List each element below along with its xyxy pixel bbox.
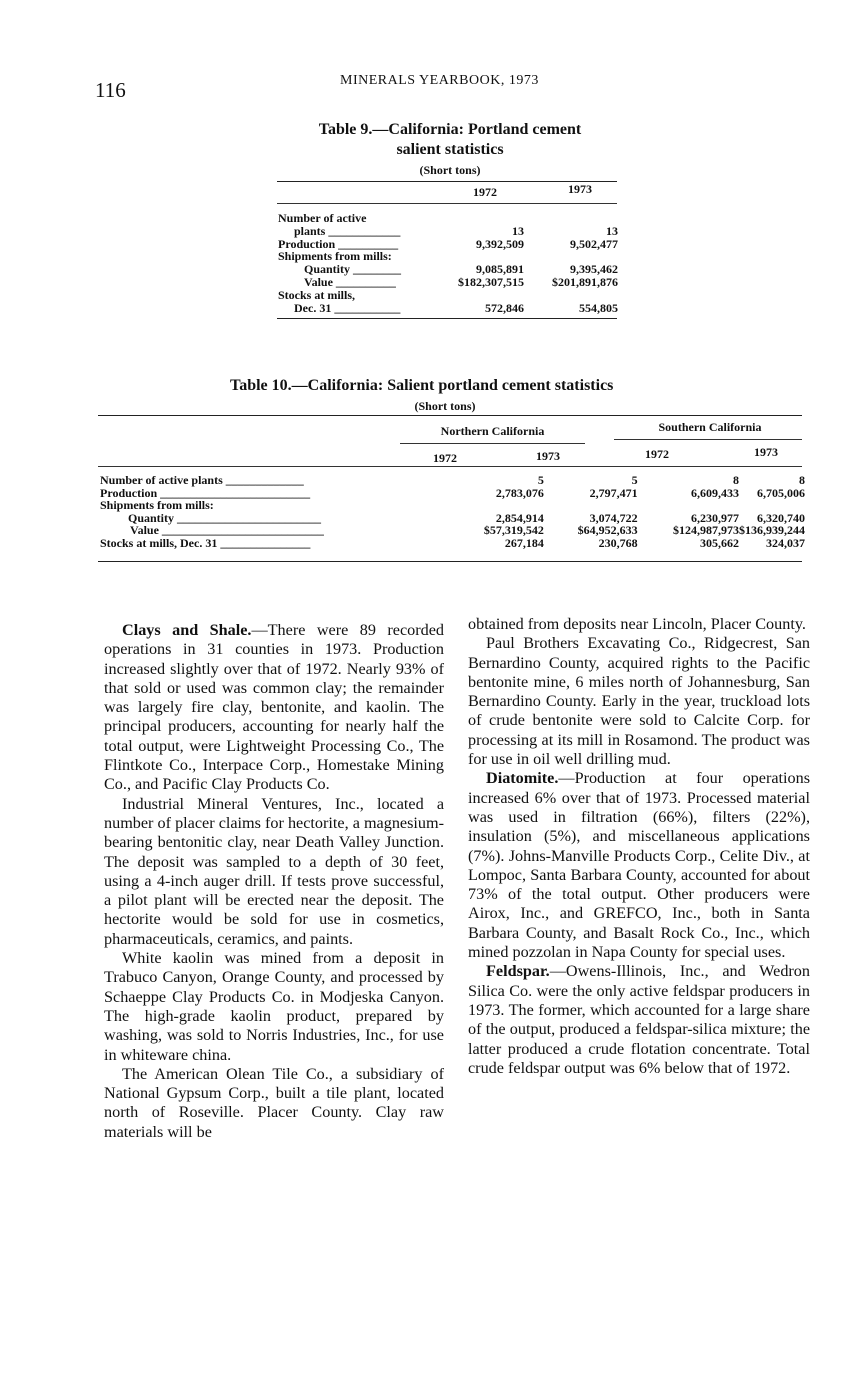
table9-cell-1973: 13 [606, 223, 618, 238]
table10-row [100, 537, 805, 550]
table9-row-label: Dec. 31 ___________ [294, 300, 401, 315]
table10-cell: 324,037 [766, 535, 805, 550]
text-column-right [468, 615, 810, 1078]
table10-unit: (Short tons) [414, 399, 476, 413]
table10-cell: $136,939,244 [739, 523, 805, 538]
table9-title-line2: salient statistics [396, 141, 504, 158]
table10-top-rule [98, 415, 802, 416]
table9-row [278, 289, 618, 302]
table10-row-label: Stocks at mills, Dec. 31 _______________ [100, 535, 311, 550]
table10-header-rule [98, 466, 802, 467]
table9-cell-1973: $201,891,876 [552, 274, 618, 289]
table10-row-label: Value ___________________________ [130, 523, 324, 538]
table9-row-label: Production __________ [278, 236, 399, 251]
table9-unit: (Short tons) [419, 163, 481, 177]
paragraph-feldspar [468, 962, 810, 1078]
table10-cell: 2,797,471 [589, 485, 638, 500]
table9-cell-1973: 9,502,477 [570, 236, 618, 251]
table9-cell-1973: 554,805 [579, 300, 618, 315]
table9-row-label: plants ____________ [294, 223, 401, 238]
table10-cell: $64,952,633 [577, 523, 638, 538]
table9-row [278, 212, 618, 225]
table10-cell: 267,184 [504, 535, 544, 550]
table10-cell: 8 [732, 473, 739, 487]
paragraph-continued: obtained from deposits near Lincoln, Placer County. [468, 615, 806, 633]
paragraph-text: —Owens-Illinois, Inc., and Wedron Silica Co. were the only active feldspar producers in 1973. The former, which accounted for a large share of the output, produced a feldspar-silica mixture; the latter produced a crude flotation concentrate. Total crude feldspar output was 6% below that of 1972. [468, 962, 810, 1077]
table10-row [100, 474, 805, 487]
table10-cell: 2,854,914 [495, 510, 544, 525]
heading-clays-shale: Clays and Shale. [122, 621, 252, 639]
table10-col-n1972: 1972 [433, 451, 457, 465]
table10-cell: 305,662 [699, 535, 739, 550]
table10-row-label: Number of active plants _____________ [100, 473, 304, 487]
table10-cell [544, 499, 638, 512]
table10-cell: 3,074,722 [589, 510, 638, 525]
table10-group-southern: Southern California [658, 420, 762, 434]
paragraph-diatomite [468, 769, 810, 962]
table10-cell: $124,987,973 [672, 523, 739, 538]
table10-cell: 5 [631, 473, 638, 487]
table10-col-s1973: 1973 [754, 445, 778, 459]
paragraph-text: —There were 89 recorded operations in 31 counties in 1973. Production increased slightly over that of 1972. Nearly 93% of that sold or used was common clay; the remainder was largely fire clay, bentonite, and kaolin. The principal producers, accounting for nearly half the total output, were Lightweight Processing Co., The Flintkote Co., Interpace Corp., Homestake Mining Co., and Pacific Clay Products Co. [104, 621, 444, 794]
table10-body [100, 474, 805, 550]
table9-row [278, 302, 618, 315]
table9-cell-1973 [524, 212, 618, 225]
table10-group-northern: Northern California [440, 424, 545, 438]
table10-row-label: Production _________________________ [100, 485, 311, 500]
paragraph-kaolin: White kaolin was mined from a deposit in Trabuco Canyon, Orange County, and processed by Schaeppe Clay Products Co. in Modjeska Canyon. The high-grade kaolin product, prepared by washing, was sold to Norris Industries, Inc., for use in whiteware china. [104, 949, 444, 1064]
table9-body [278, 212, 618, 314]
paragraph-bentonite: Paul Brothers Excavating Co., Ridgecrest, San Bernardino County, acquired rights to the Pacific bentonite mine, 6 miles north of Johannesburg, San Bernardino County. Early in the year, truckload lots of crude bentonite were sold to Calcite Corp. for processing at its mill in Rosamond. The product was for use in oil well drilling mud. [468, 634, 810, 769]
table9-title [280, 120, 620, 180]
page-number: 116 [95, 78, 126, 102]
table9-cell-1972: 13 [512, 223, 524, 238]
table10-cell: 230,768 [598, 535, 638, 550]
table9-col-1972: 1972 [473, 185, 497, 199]
table9-row [278, 225, 618, 238]
table9-row [278, 276, 618, 289]
table9-cell-1972: $182,307,515 [458, 274, 524, 289]
table10-cell: 5 [537, 473, 544, 487]
table10-cell: 6,230,977 [690, 510, 739, 525]
table9-bottom-rule [277, 318, 617, 319]
table10-cell: 6,609,433 [690, 485, 739, 500]
table10-row-label: Quantity ________________________ [128, 510, 322, 525]
table9-row-label: Shipments from mills: [278, 249, 392, 264]
table10-row [100, 499, 805, 512]
table9-cell-1973: 9,395,462 [570, 262, 618, 277]
paragraph-clays-shale [104, 621, 444, 795]
table9-cell-1972 [438, 289, 524, 302]
table9-row-label: Value __________ [304, 274, 396, 289]
table10-cell: 6,320,740 [757, 510, 805, 525]
table10-cell [385, 499, 544, 512]
table10-cell: 6,705,006 [757, 485, 805, 500]
table9-row-label: Number of active [278, 211, 367, 225]
running-head: MINERALS YEARBOOK, 1973 [340, 73, 539, 88]
table10-cell: $57,319,542 [483, 523, 544, 538]
table10-cell [739, 499, 805, 512]
table10-row-label: Shipments from mills: [100, 498, 214, 513]
table9-cell-1972 [438, 212, 524, 225]
table9-row-label: Quantity ________ [304, 262, 402, 277]
table9-row-label: Stocks at mills, [278, 287, 356, 302]
table10-col-s1972: 1972 [645, 447, 669, 461]
table10-title: Table 10.—California: Salient portland cement statistics [230, 377, 614, 394]
table9-cell-1972: 9,392,509 [476, 236, 524, 251]
text-column-left [104, 621, 444, 1142]
table9-title-line1: Table 9.—California: Portland cement [318, 121, 582, 138]
table9-cell-1972: 572,846 [485, 300, 524, 315]
heading-diatomite: Diatomite. [486, 769, 559, 788]
table10-cell: 8 [799, 473, 805, 487]
table10-group-rule-northern [400, 443, 585, 444]
table10-cell: 2,783,076 [495, 485, 544, 500]
paragraph-hectorite: Industrial Mineral Ventures, Inc., located a number of placer claims for hectorite, a magnesium-bearing bentonitic clay, near Death Valley Junction. The deposit was sampled to a depth of 30 feet, using a 4-inch auger drill. If tests prove successful, a pilot plant will be erected near the deposit. The hectorite would be sold for use in cosmetics, pharmaceuticals, ceramics, and paints. [104, 794, 444, 948]
table10-col-n1973: 1973 [536, 449, 560, 463]
table9-header-rule [277, 203, 617, 204]
table10-cell [638, 499, 739, 512]
heading-feldspar: Feldspar. [486, 962, 550, 981]
table9-cell-1973 [524, 289, 618, 302]
table9-cell-1972: 9,085,891 [476, 262, 524, 277]
paragraph-text: —Production at four operations increased 6% over that of 1973. Processed material was used in filtration (66%), filters (22%), insulation (5%), and miscellaneous applications (7%). Johns-Manville Products Corp., Celite Div., at Lompoc, Santa Barbara County, accounted for about 73% of the total output. Other producers were Airox, Inc., and GREFCO, Inc., both in Santa Barbara County, and Basalt Rock Co., Inc., which mined pozzolan in Napa County for special uses. [468, 769, 810, 962]
table9-col-1973: 1973 [568, 182, 592, 196]
table10-group-rule-southern [614, 439, 802, 440]
table10-bottom-rule [98, 561, 802, 562]
paragraph-tile-plant: The American Olean Tile Co., a subsidiary of National Gypsum Corp., built a tile plant, located north of Roseville. Placer County. Clay raw materials will be [104, 1064, 444, 1141]
